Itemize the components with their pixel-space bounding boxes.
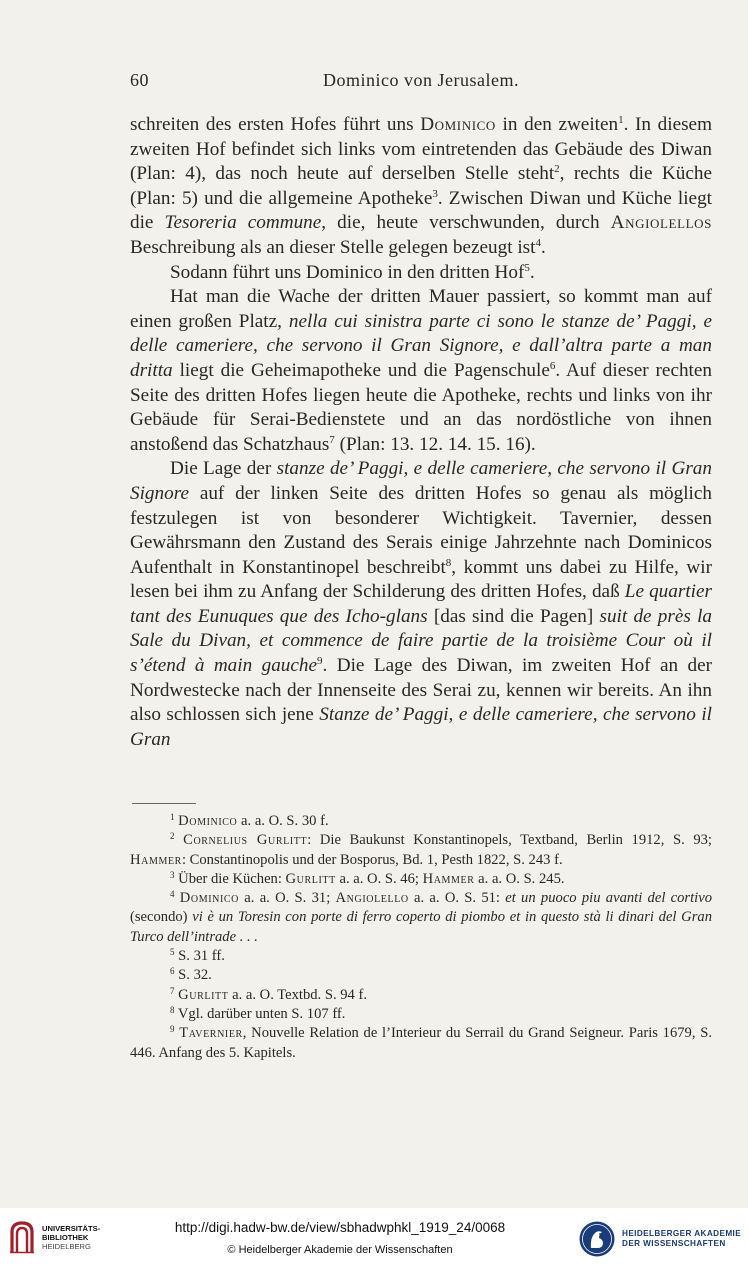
footnote-ref: 1 [618,114,624,126]
library-line-3: HEIDELBERG [42,1242,91,1251]
text-run: (Plan: 13. 12. 14. 15. 16). [334,433,536,455]
italic-quote: Stanze de’ Paggi, e delle cameriere, che servono il Gran [130,704,712,750]
text-run: in den zweiten [495,114,619,135]
university-library-logo[interactable] [8,1220,118,1256]
footnote-number: 5 [170,947,175,958]
page-number: 60 [130,70,149,90]
paragraph-2 [130,261,712,286]
text-run: Sodann führt uns Dominico in den dritten Hof [170,261,525,283]
footnote-ref: 6 [549,359,556,372]
footnote-3 [130,870,712,889]
page-permalink[interactable]: http://digi.hadw-bw.de/view/sbhadwphkl_1919_24/0068 [174,1220,506,1235]
text-run: , rechts die Küche (Plan: 5) und die allgemeine Apotheke [130,163,712,209]
text-run: liegt die Geheimapotheke und die Pagenschule [172,359,550,381]
italic-quote: Tesoreria commune [164,212,322,234]
author-name: Dominico [420,114,496,135]
footnote-6 [130,966,712,985]
italic-quote: et un puoco piu avanti del cortivo [505,890,712,907]
text-run: . [529,261,535,283]
footnote-ref: 4 [535,236,541,249]
text-run: . In diesem zweiten Hof befindet sich links vom eintretenden das Gebäude des Diwan (Plan: 4), das noch heute auf derselben Stelle steht [130,114,712,185]
text-run: : Constantinopolis und der Bosporus, Bd. 1, Pesth 1822, S. 243 f. [181,851,563,868]
text-run: a. a. O. S. 30 f. [237,813,329,829]
library-emblem-icon [8,1220,36,1254]
text-run: schreiten des ersten Hofes führt uns [130,114,421,135]
italic-quote: nella cui sinistra parte ci sono le stanze de’ Paggi, e delle cameriere, che servono il Gran Signore, e dall’altra parte a man dritta [130,310,712,381]
author-name: Gurlitt [178,986,229,1003]
text-run: Beschreibung als an dieser Stelle gelegen bezeugt ist [130,236,536,258]
text-run: , Nouvelle Relation de l’Interieur du Serrail du Grand Seigneur. Paris 1679, S. 446. Anfang des 5. Kapitels. [130,1025,712,1061]
italic-quote: stanze de’ Paggi, e delle cameriere, che servono il Gran Signore [130,458,712,504]
copyright-notice: © Heidelberger Akademie der Wissenschaften [227,1244,453,1256]
footnote-ref: 8 [445,556,452,569]
footnote-number: 8 [170,1004,175,1015]
text-run: [das sind die Pagen] [427,605,600,627]
text-run: (secondo) [130,909,193,926]
text-run: S. 31 ff. [178,948,225,965]
text-run: a. a. O. S. 51: [408,890,506,907]
footnote-8 [130,1005,712,1024]
main-text [130,113,712,752]
footnote-divider [132,803,196,804]
text-run: auf der linken Seite des dritten Hofes so genau als möglich festzulegen ist von besonderer Wichtigkeit. Tavernier, dessen Gewährsmann den Zustand des Serais einige Jahrzehnte nach Dominicos Aufenthalt in Konstantinopel beschreibt [130,482,712,578]
text-run: a. a. O. S. 46; [335,870,423,887]
text-run: , die, heute verschwunden, durch [321,212,611,234]
paragraph-4 [130,457,712,752]
author-name: Hammer [422,870,475,887]
footnote-ref: 7 [329,433,335,446]
footnote-number: 1 [170,812,175,822]
footnotes [130,812,712,1063]
footnote-number: 6 [170,966,175,977]
author-name: Angiolellos [610,212,712,234]
academy-emblem-icon [578,1220,616,1258]
library-line-1: UNIVERSITÄTS- [42,1224,101,1233]
academy-name [622,1229,741,1249]
footnote-2 [130,831,712,870]
academy-line-2: DER WISSENSCHAFTEN [622,1239,726,1248]
text-run: Die Lage der [170,458,277,480]
page-header [130,70,712,94]
author-name: Dominico [178,813,238,829]
text-run: Hat man die Wache der dritten Mauer passiert, so kommt man auf einen großen Platz, [130,286,712,332]
viewer-footer [0,1208,748,1265]
author-name: Gurlitt [285,870,336,887]
footnote-7 [130,986,712,1005]
author-name: Tavernier [179,1025,243,1042]
footnote-number: 7 [170,985,175,996]
author-name: Hammer [130,851,182,868]
footnote-number: 4 [170,889,175,900]
footnote-ref: 2 [554,163,560,176]
library-line-2: BIBLIOTHEK [42,1233,89,1242]
text-run: a. a. O. Textbd. S. 94 f. [228,986,368,1003]
paragraph-1 [130,113,712,261]
academy-line-1: HEIDELBERGER AKADEMIE [622,1229,742,1238]
italic-quote: suit de près la Sale du Divan, et commence de faire partie de la troisième Cour où il s’étend à main gauche [130,605,712,677]
text-run: a. a. O. S. 245. [474,870,565,887]
footnote-ref: 9 [317,655,323,668]
footnote-4 [130,889,712,947]
text-run: . Zwischen Diwan und Küche liegt die [130,187,712,234]
academy-logo[interactable] [578,1220,744,1260]
text-run: : Die Baukunst Konstantinopels, Textband, Berlin 1912, S. 93; [307,832,712,849]
footnote-9 [130,1024,712,1063]
footnote-1 [130,812,712,831]
footnote-5 [130,947,712,966]
footnote-number: 9 [170,1024,175,1035]
library-name [42,1224,100,1251]
author-name: Dominico [179,890,240,907]
text-run: . [540,236,546,258]
italic-quote: vi è un Toresin con porte di ferro coperto di piombo et in questo stà li dinari del Gran Turco dell’intrade . . . [130,909,712,945]
paragraph-3 [130,285,712,457]
text-run: S. 32. [178,967,212,984]
text-run: Vgl. darüber unten S. 107 ff. [177,1005,346,1022]
footnote-ref: 3 [432,187,438,200]
author-name: Cornelius Gurlitt [183,832,308,849]
running-title: Dominico von Jerusalem. [323,70,519,90]
text-run: . Auf dieser rechten Seite des dritten Hofes liegen heute die Apotheke, rechts und links von ihr Gebäude für Serai-Bedienstete und an das nordöstliche von ihnen anstoßend das Schatzhaus [130,359,712,455]
italic-quote: Le quartier tant des Eunuques que des Icho-glans [130,581,712,627]
text-run: , kommt uns dabei zu Hilfe, wir lesen bei ihm zu Anfang der Schilderung des dritten Hofes, daß [130,556,713,603]
text-run: Über die Küchen: [178,870,286,887]
footnote-number: 2 [170,831,175,842]
footnote-number: 3 [170,869,175,880]
author-name: Angiolello [335,890,409,907]
text-run: a. a. O. S. 31; [239,890,336,907]
text-run: . Die Lage des Diwan, im zweiten Hof an der Nordwestecke nach der Innenseite des Serai zu, kennen wir bereits. An ihn also schlossen sich jene [130,655,712,726]
footnote-ref: 5 [524,261,530,274]
